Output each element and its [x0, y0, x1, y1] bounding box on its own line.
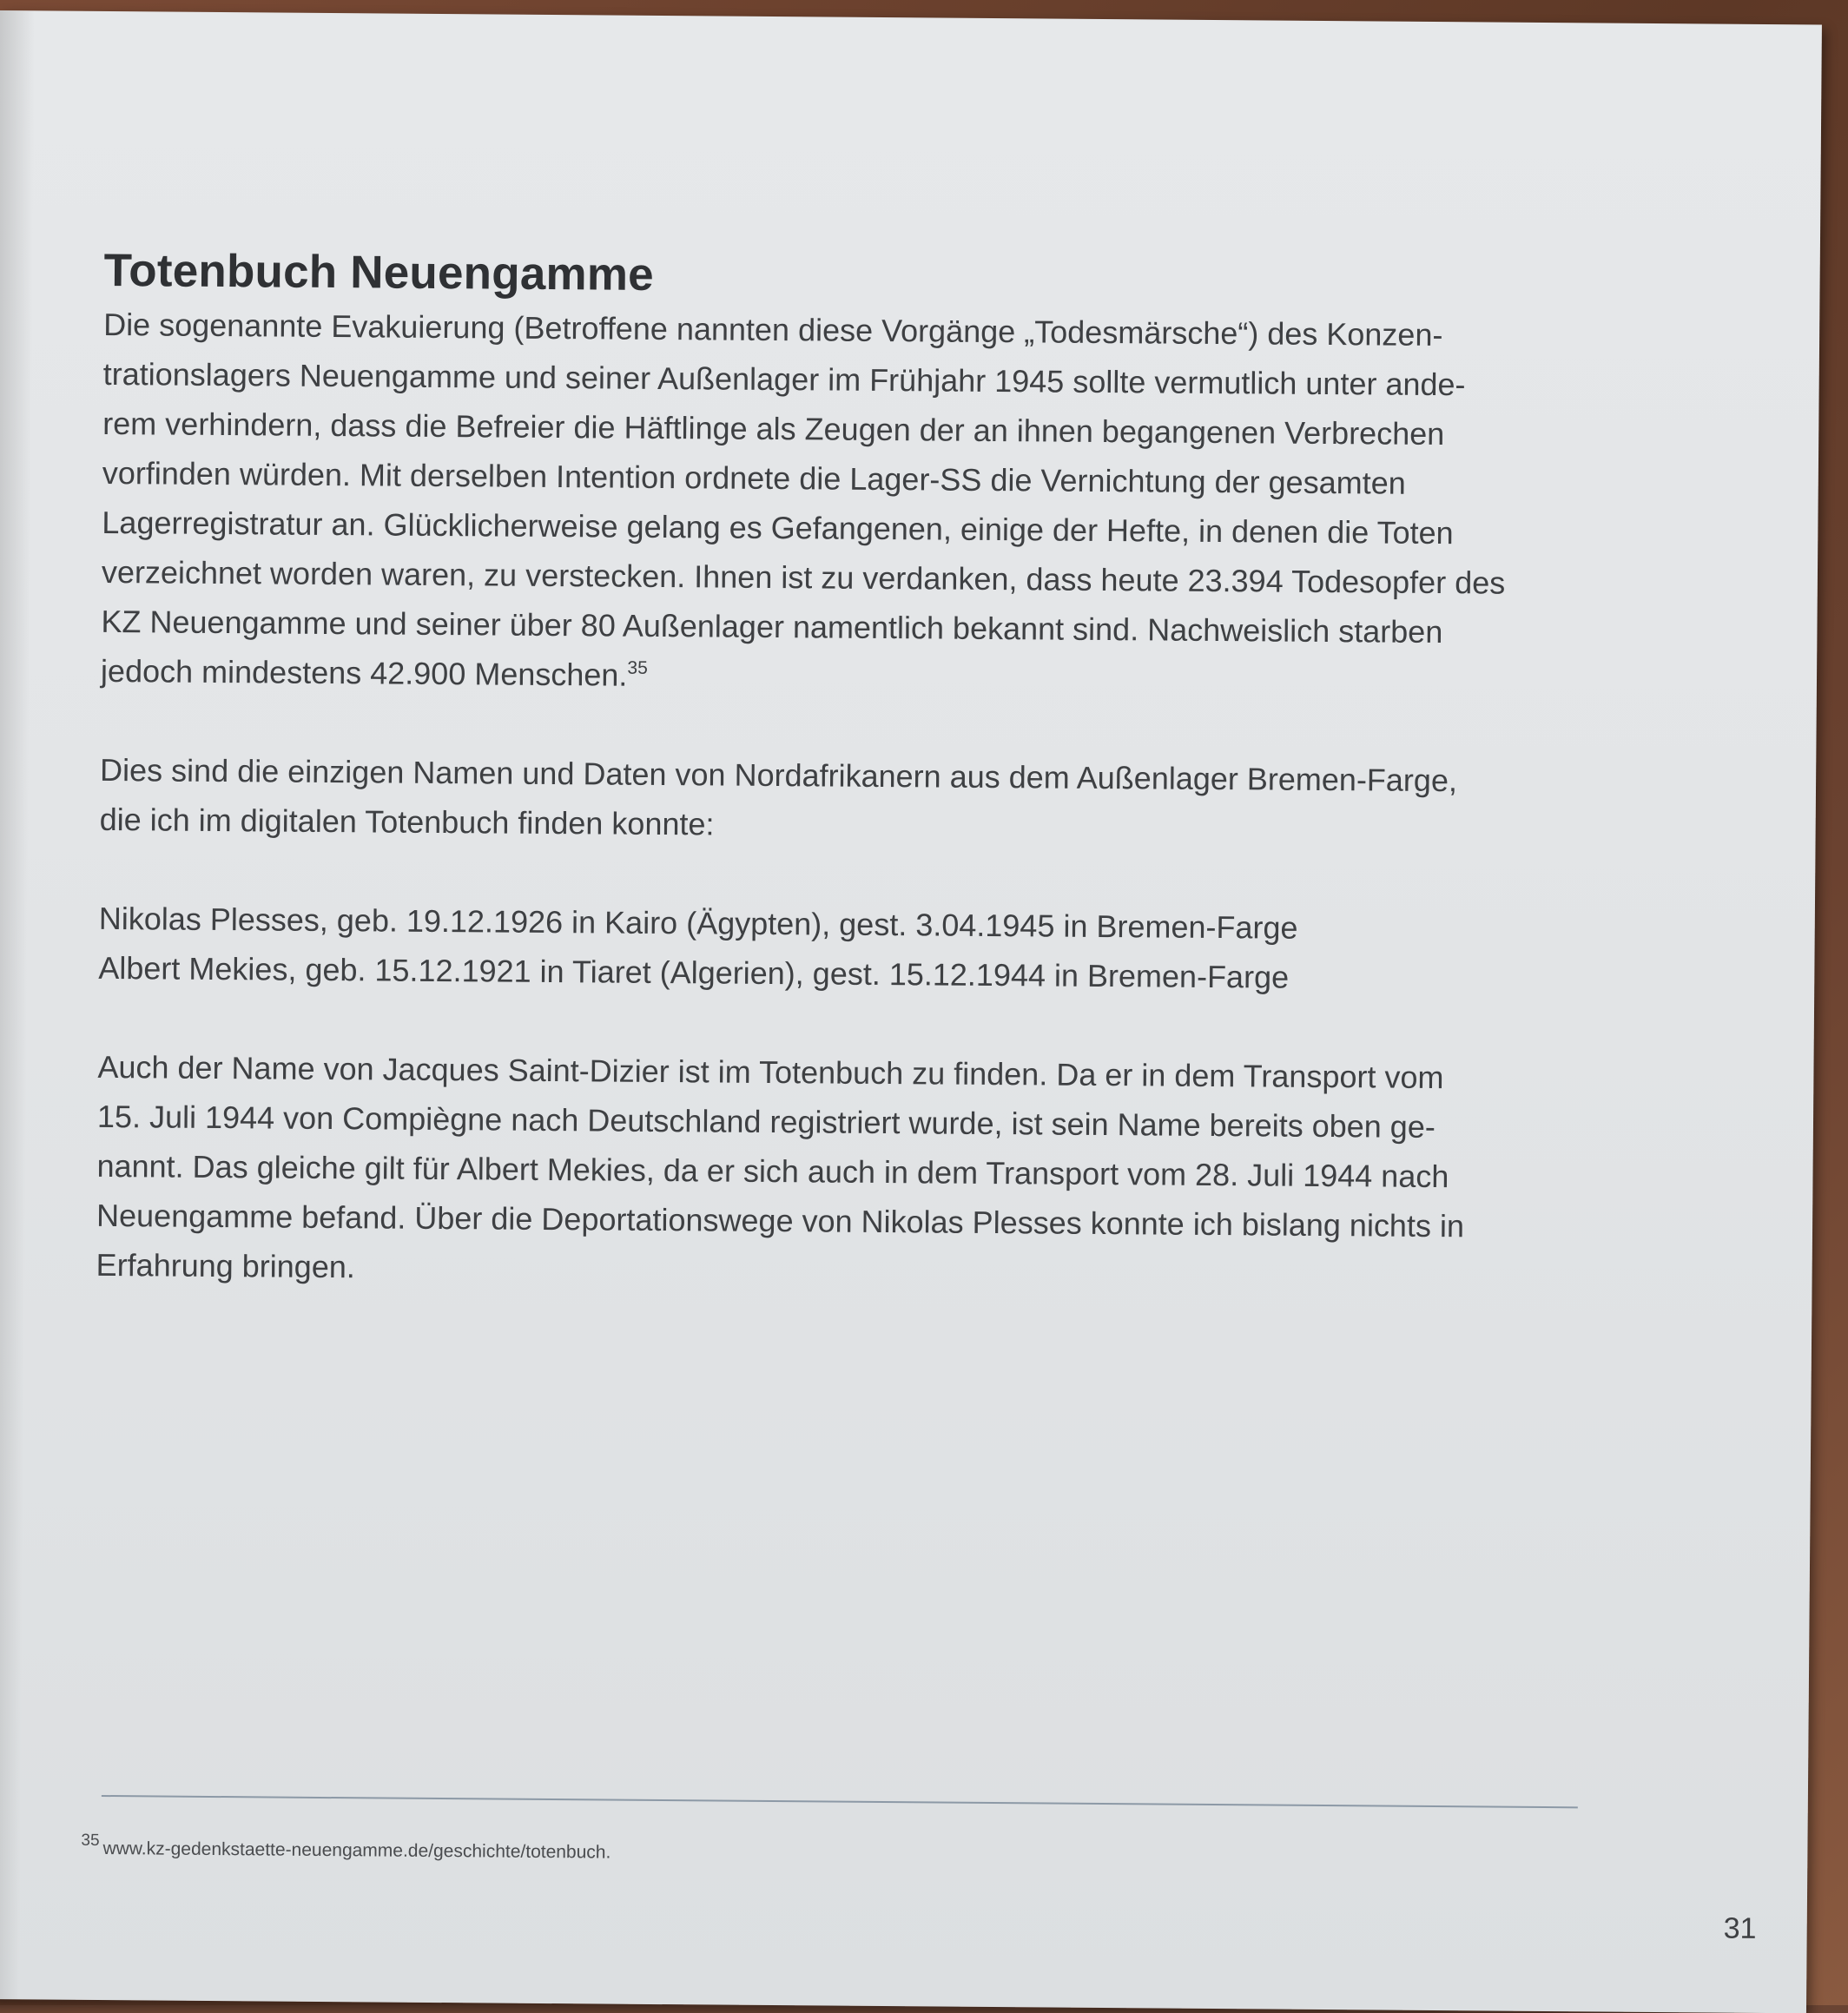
text-line: trationslagers Neuengamme und seiner Außenlager im Frühjahr 1945 sollte vermutlich unter ande- — [102, 355, 1466, 403]
text-line: Neuengamme befand. Über die Deportationswege von Nikolas Plesses konnte ich bislang nichts in — [96, 1197, 1465, 1244]
text-line: jedoch mindestens 42.900 Menschen. — [100, 652, 628, 693]
text-line: Erfahrung bringen. — [96, 1246, 356, 1285]
record-line: Nikolas Plesses, geb. 19.12.1926 in Kairo (Ägypten), gest. 3.04.1945 in Bremen-Farge — [98, 900, 1298, 946]
text-line: Die sogenannte Evakuierung (Betroffene nannten diese Vorgänge „Todesmärsche“) des Konzen- — [103, 306, 1443, 353]
paragraph-saint-dizier — [96, 1042, 1591, 1302]
page-gutter-shadow — [0, 10, 35, 1999]
footnote-reference: 35 — [627, 657, 648, 678]
record-line: Albert Mekies, geb. 15.12.1921 in Tiaret (Algerien), gest. 15.12.1944 in Bremen-Farge — [98, 949, 1290, 995]
text-line: rem verhindern, dass die Befreier die Häftlinge als Zeugen der an ihnen begangenen Verbrechen — [102, 405, 1445, 452]
text-line: vorfinden würden. Mit derselben Intention ordnete die Lager-SS die Vernichtung der gesamten — [102, 454, 1406, 501]
text-line: Auch der Name von Jacques Saint-Dizier ist im Totenbuch zu finden. Da er in dem Transport vom — [97, 1048, 1444, 1096]
page-number: 31 — [1723, 1911, 1757, 1945]
footnote-number: 35 — [81, 1831, 100, 1850]
book-page — [0, 10, 1822, 2013]
text-line: die ich im digitalen Totenbuch finden konnte: — [99, 801, 715, 842]
text-line: nannt. Das gleiche gilt für Albert Mekies, da er sich auch in dem Transport vom 28. Juli 1944 nach — [96, 1147, 1449, 1195]
paragraph-evakuierung — [101, 300, 1598, 707]
page-content — [96, 242, 1597, 1301]
text-line: Lagerregistratur an. Glücklicherweise gelang es Gefangenen, einige der Hefte, in denen die Toten — [102, 504, 1454, 551]
text-line: Dies sind die einzigen Namen und Daten von Nordafrikanern aus dem Außenlager Bremen-Farge, — [99, 751, 1458, 799]
paragraph-nordafrikaner-intro — [99, 745, 1594, 856]
text-line: 15. Juli 1944 von Compiègne nach Deutschland registriert wurde, ist sein Name bereits oben ge- — [96, 1098, 1436, 1145]
footnote-divider — [102, 1795, 1578, 1808]
text-line: verzeichnet worden waren, zu verstecken. Ihnen ist zu verdanken, dass heute 23.394 Todesopfer des — [101, 553, 1506, 601]
page-title: Totenbuch Neuengamme — [103, 244, 655, 300]
footnote — [81, 1828, 610, 1866]
victim-records — [98, 894, 1593, 1005]
footnote-text: www.kz-gedenkstaette-neuengamme.de/geschichte/totenbuch. — [102, 1838, 611, 1863]
text-line: KZ Neuengamme und seiner über 80 Außenlager namentlich bekannt sind. Nachweislich starben — [101, 603, 1443, 650]
